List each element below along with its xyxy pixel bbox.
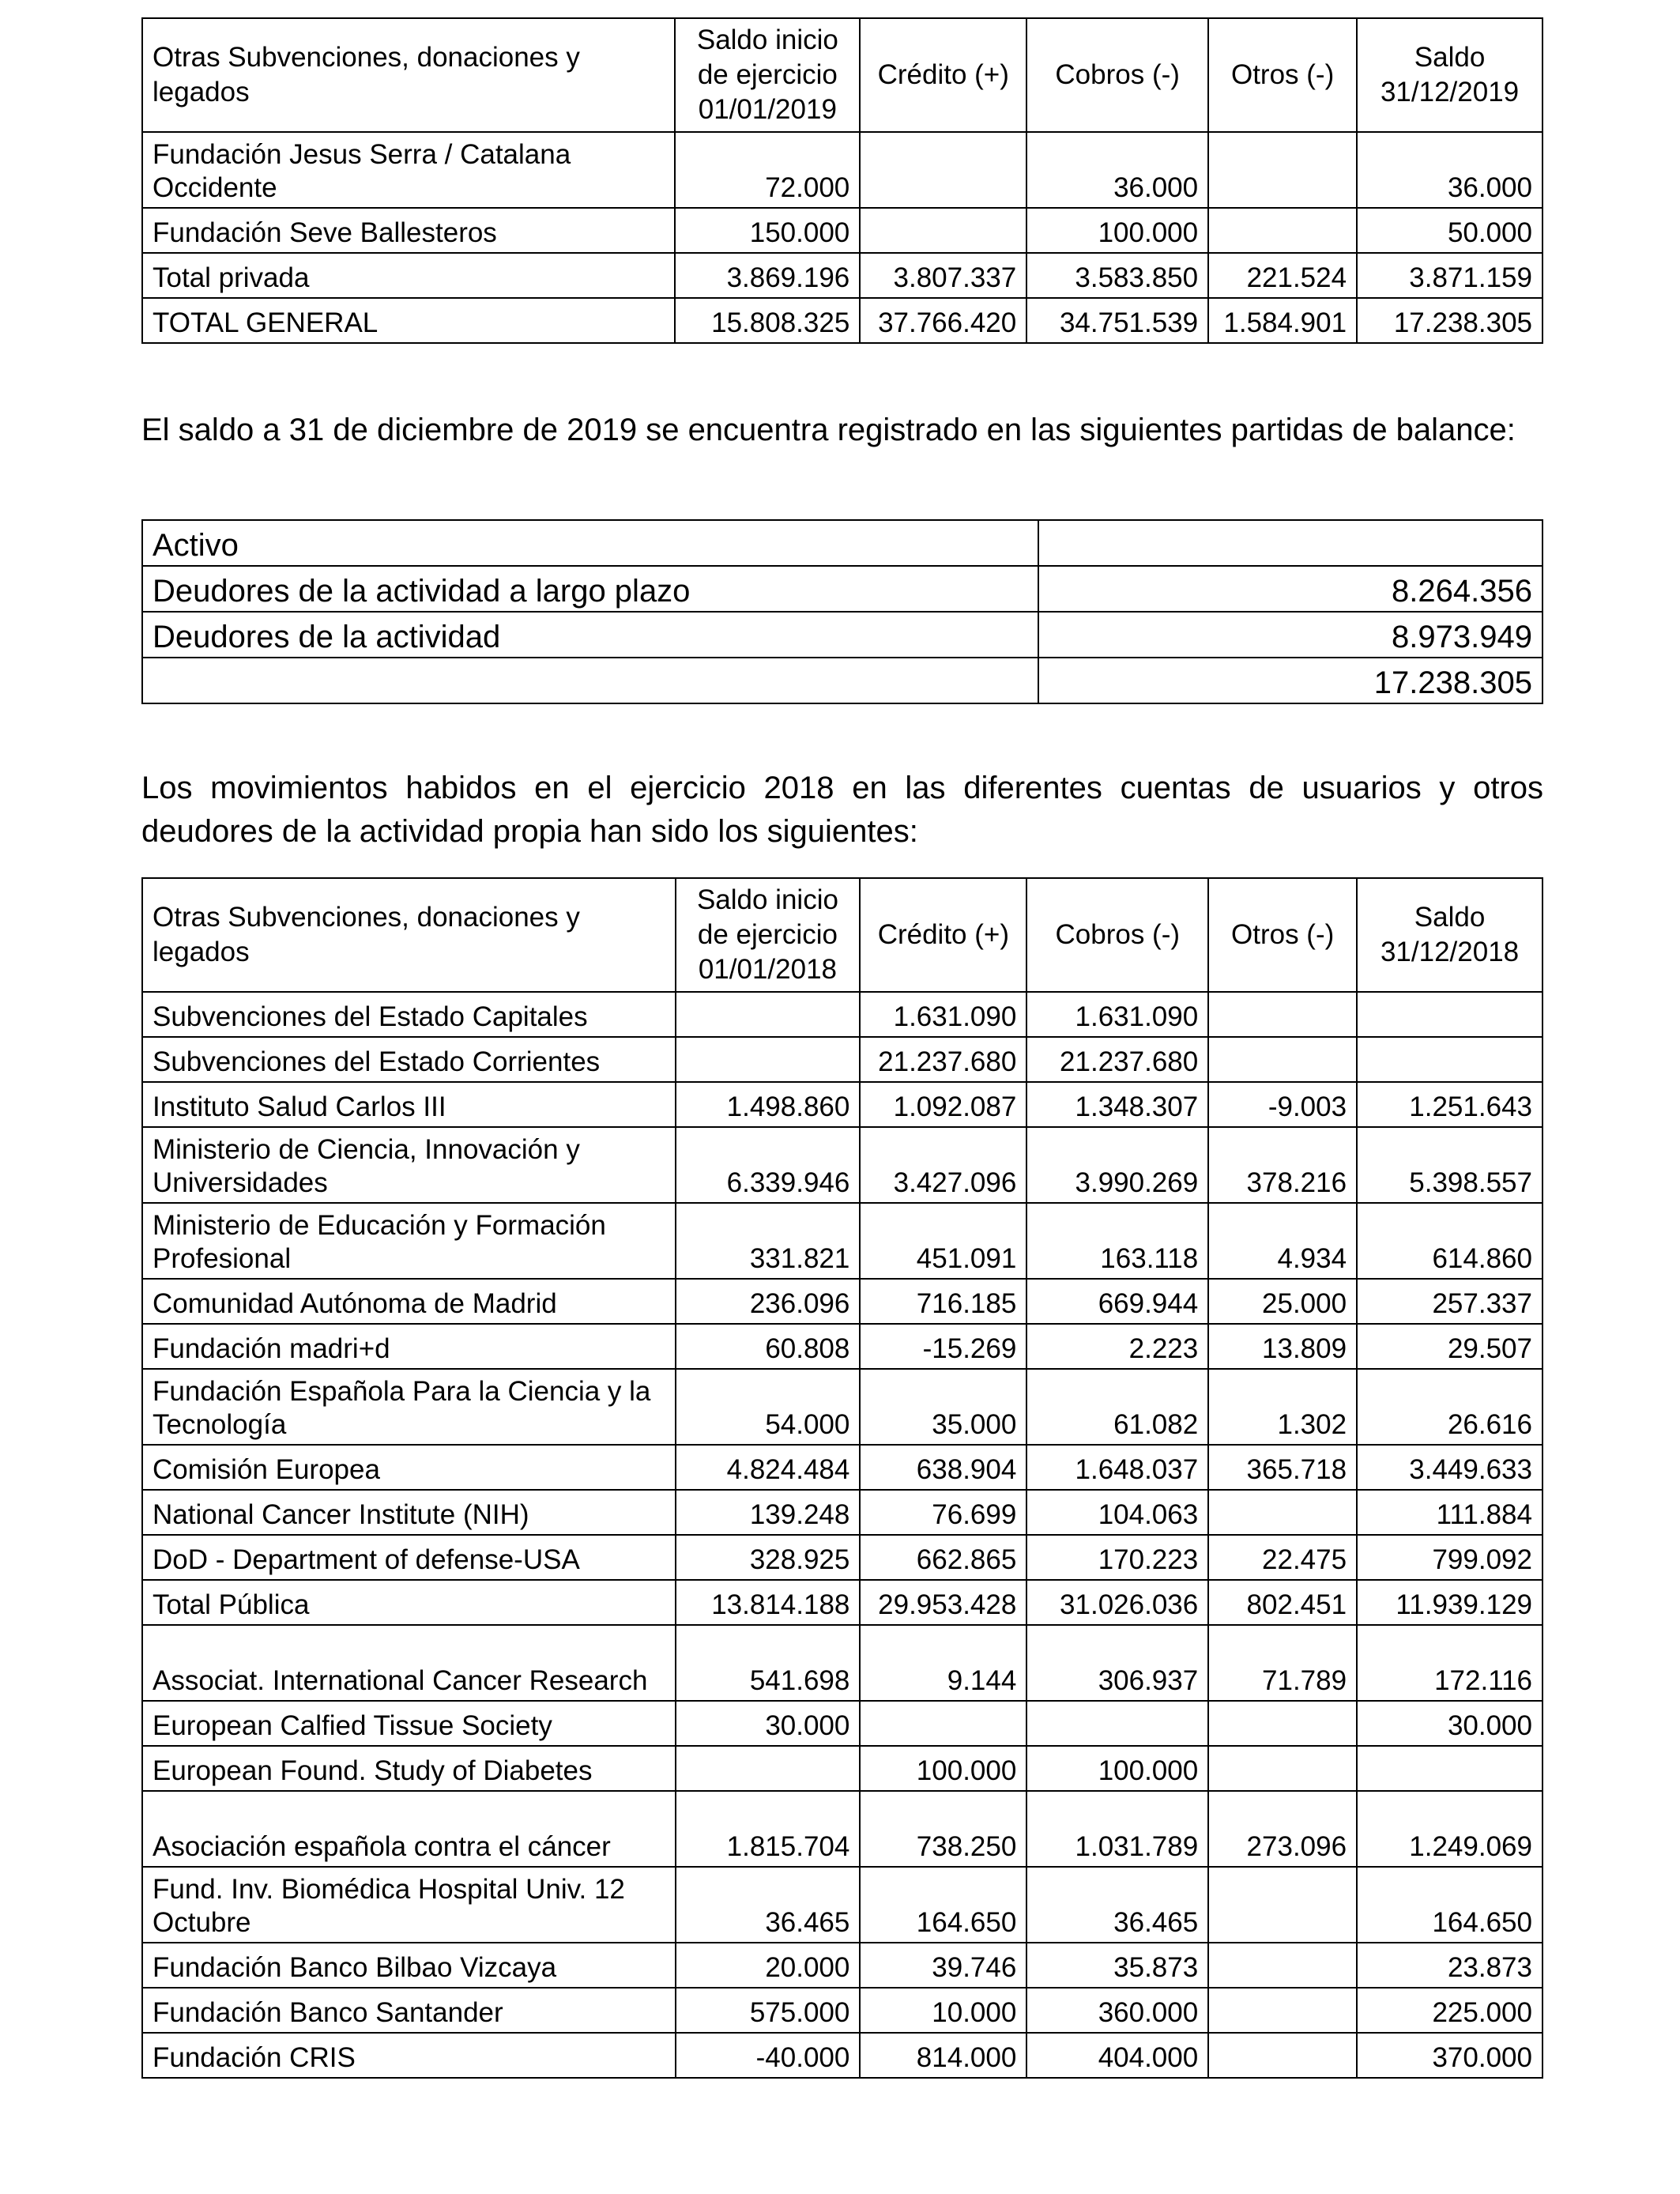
total-row bbox=[142, 298, 1543, 343]
table-cell: 3.427.096 bbox=[860, 1127, 1026, 1203]
table-cell: 541.698 bbox=[676, 1625, 861, 1701]
table-cell: 50.000 bbox=[1357, 208, 1543, 253]
table-row bbox=[142, 132, 1543, 208]
table-cell: 72.000 bbox=[675, 132, 860, 208]
table-cell: 1.302 bbox=[1208, 1369, 1357, 1445]
table-cell: 1.815.704 bbox=[676, 1791, 861, 1867]
table-cell: 30.000 bbox=[1357, 1701, 1543, 1746]
table-cell: 37.766.420 bbox=[860, 298, 1026, 343]
table-cell: Comunidad Autónoma de Madrid bbox=[142, 1279, 676, 1324]
table-cell: TOTAL GENERAL bbox=[142, 298, 675, 343]
table-cell: 150.000 bbox=[675, 208, 860, 253]
table-row bbox=[142, 1203, 1543, 1279]
table-cell: 6.339.946 bbox=[676, 1127, 861, 1203]
column-header: Crédito (+) bbox=[860, 18, 1026, 132]
table-row bbox=[142, 1490, 1543, 1535]
table-row bbox=[142, 1625, 1543, 1701]
table-cell: European Calfied Tissue Society bbox=[142, 1701, 676, 1746]
table-cell: 365.718 bbox=[1208, 1445, 1357, 1490]
table-row bbox=[142, 566, 1543, 612]
balance-table bbox=[141, 519, 1543, 704]
table-row bbox=[142, 1127, 1543, 1203]
table-cell: 3.583.850 bbox=[1026, 253, 1208, 298]
table-cell bbox=[1208, 1988, 1357, 2033]
column-header: Saldo inicio de ejercicio 01/01/2018 bbox=[676, 878, 861, 992]
table-cell: 31.026.036 bbox=[1026, 1580, 1208, 1625]
table-cell: 30.000 bbox=[676, 1701, 861, 1746]
table-cell bbox=[1208, 1490, 1357, 1535]
table-cell: 257.337 bbox=[1357, 1279, 1543, 1324]
column-header: Saldo 31/12/2018 bbox=[1357, 878, 1543, 992]
table-cell: 164.650 bbox=[1357, 1867, 1543, 1943]
table-cell: 3.807.337 bbox=[860, 253, 1026, 298]
table-cell: Activo bbox=[142, 520, 1038, 566]
table-cell: 5.398.557 bbox=[1357, 1127, 1543, 1203]
table-cell: Deudores de la actividad a largo plazo bbox=[142, 566, 1038, 612]
table-cell: 1.031.789 bbox=[1026, 1791, 1208, 1867]
table-cell bbox=[1208, 208, 1357, 253]
table-row bbox=[142, 612, 1543, 658]
table-cell: 575.000 bbox=[676, 1988, 861, 2033]
table-cell bbox=[1357, 992, 1543, 1037]
table-cell: 3.990.269 bbox=[1026, 1127, 1208, 1203]
table-cell: Fundación Española Para la Ciencia y la Tecnología bbox=[142, 1369, 676, 1445]
table-cell: Fundación Banco Bilbao Vizcaya bbox=[142, 1943, 676, 1988]
subvenciones-2019-table bbox=[141, 17, 1543, 344]
table-cell: 34.751.539 bbox=[1026, 298, 1208, 343]
table-cell: 21.237.680 bbox=[1026, 1037, 1208, 1082]
table-cell: 451.091 bbox=[860, 1203, 1026, 1279]
table-cell: 35.873 bbox=[1026, 1943, 1208, 1988]
table-row bbox=[142, 1988, 1543, 2033]
table-cell: 76.699 bbox=[860, 1490, 1026, 1535]
table-header-row bbox=[142, 878, 1543, 992]
table-cell bbox=[1038, 520, 1543, 566]
table-cell: 29.953.428 bbox=[860, 1580, 1026, 1625]
table-cell: Fundación CRIS bbox=[142, 2033, 676, 2078]
table-cell bbox=[860, 132, 1026, 208]
table-cell: Fund. Inv. Biomédica Hospital Univ. 12 Octubre bbox=[142, 1867, 676, 1943]
table-row bbox=[142, 1324, 1543, 1369]
table-cell: 306.937 bbox=[1026, 1625, 1208, 1701]
table-cell: 170.223 bbox=[1026, 1535, 1208, 1580]
table-cell bbox=[1208, 1867, 1357, 1943]
table-cell: 225.000 bbox=[1357, 1988, 1543, 2033]
table-row bbox=[142, 1701, 1543, 1746]
table-cell: 39.746 bbox=[860, 1943, 1026, 1988]
table-cell: 54.000 bbox=[676, 1369, 861, 1445]
table-cell: 1.648.037 bbox=[1026, 1445, 1208, 1490]
table-cell: 9.144 bbox=[860, 1625, 1026, 1701]
column-header: Saldo inicio de ejercicio 01/01/2019 bbox=[675, 18, 860, 132]
table-cell: -9.003 bbox=[1208, 1082, 1357, 1127]
table-cell: 3.869.196 bbox=[675, 253, 860, 298]
table-cell: 8.973.949 bbox=[1038, 612, 1543, 658]
table-cell: 13.809 bbox=[1208, 1324, 1357, 1369]
table-cell: 1.092.087 bbox=[860, 1082, 1026, 1127]
table-cell: 36.000 bbox=[1357, 132, 1543, 208]
table-row bbox=[142, 992, 1543, 1037]
table-cell: 814.000 bbox=[860, 2033, 1026, 2078]
table-cell: 17.238.305 bbox=[1357, 298, 1543, 343]
table-cell bbox=[860, 1701, 1026, 1746]
table-cell: 3.449.633 bbox=[1357, 1445, 1543, 1490]
table-cell: -15.269 bbox=[860, 1324, 1026, 1369]
table-cell: 1.251.643 bbox=[1357, 1082, 1543, 1127]
column-header: Cobros (-) bbox=[1026, 878, 1208, 992]
table-cell: 163.118 bbox=[1026, 1203, 1208, 1279]
table-cell: Total Pública bbox=[142, 1580, 676, 1625]
table-cell: 71.789 bbox=[1208, 1625, 1357, 1701]
table-cell: 221.524 bbox=[1208, 253, 1357, 298]
table-cell bbox=[676, 1037, 861, 1082]
table-cell: 331.821 bbox=[676, 1203, 861, 1279]
column-header: Otros (-) bbox=[1208, 878, 1357, 992]
table-cell: 328.925 bbox=[676, 1535, 861, 1580]
table-cell: 22.475 bbox=[1208, 1535, 1357, 1580]
subvenciones-2018-table bbox=[141, 877, 1543, 2079]
table-cell: Ministerio de Educación y Formación Profesional bbox=[142, 1203, 676, 1279]
column-header: Otras Subvenciones, donaciones y legados bbox=[142, 18, 675, 132]
table-cell: 716.185 bbox=[860, 1279, 1026, 1324]
table-cell: 25.000 bbox=[1208, 1279, 1357, 1324]
column-header: Crédito (+) bbox=[860, 878, 1026, 992]
table-cell: 738.250 bbox=[860, 1791, 1026, 1867]
movements-2018-paragraph: Los movimientos habidos en el ejercicio 2018 en las diferentes cuentas de usuarios y otros deudores de la actividad propia han sido los siguientes: bbox=[141, 771, 1543, 849]
table-cell: 104.063 bbox=[1026, 1490, 1208, 1535]
table-cell: 1.631.090 bbox=[860, 992, 1026, 1037]
column-header: Cobros (-) bbox=[1026, 18, 1208, 132]
table-row bbox=[142, 208, 1543, 253]
table-cell: 1.631.090 bbox=[1026, 992, 1208, 1037]
table-cell: 1.584.901 bbox=[1208, 298, 1357, 343]
table-cell: 360.000 bbox=[1026, 1988, 1208, 2033]
table-cell: 15.808.325 bbox=[675, 298, 860, 343]
table-cell bbox=[1208, 1943, 1357, 1988]
table-cell: Instituto Salud Carlos III bbox=[142, 1082, 676, 1127]
table-cell: 638.904 bbox=[860, 1445, 1026, 1490]
balance-intro-paragraph: El saldo a 31 de diciembre de 2019 se encuentra registrado en las siguientes partidas de balance: bbox=[141, 413, 1516, 447]
table-cell: 662.865 bbox=[860, 1535, 1026, 1580]
table-cell: Subvenciones del Estado Capitales bbox=[142, 992, 676, 1037]
table-cell: Total privada bbox=[142, 253, 675, 298]
table-cell bbox=[860, 208, 1026, 253]
table-cell: 236.096 bbox=[676, 1279, 861, 1324]
table-cell bbox=[142, 658, 1038, 703]
table-cell bbox=[1208, 1701, 1357, 1746]
table-cell: 36.000 bbox=[1026, 132, 1208, 208]
table-cell: 100.000 bbox=[860, 1746, 1026, 1791]
table-row bbox=[142, 1746, 1543, 1791]
table-row bbox=[142, 2033, 1543, 2078]
table-row bbox=[142, 1867, 1543, 1943]
table-row bbox=[142, 1943, 1543, 1988]
table-cell: 4.824.484 bbox=[676, 1445, 861, 1490]
table-cell: 13.814.188 bbox=[676, 1580, 861, 1625]
table-cell bbox=[1208, 2033, 1357, 2078]
table-cell: 164.650 bbox=[860, 1867, 1026, 1943]
table-cell: 26.616 bbox=[1357, 1369, 1543, 1445]
table-cell: 614.860 bbox=[1357, 1203, 1543, 1279]
table-row bbox=[142, 1082, 1543, 1127]
table-cell: DoD - Department of defense-USA bbox=[142, 1535, 676, 1580]
table-cell: 20.000 bbox=[676, 1943, 861, 1988]
column-header: Otras Subvenciones, donaciones y legados bbox=[142, 878, 676, 992]
table-cell: 273.096 bbox=[1208, 1791, 1357, 1867]
table-row bbox=[142, 1369, 1543, 1445]
table-cell bbox=[676, 1746, 861, 1791]
table-cell: Fundación madri+d bbox=[142, 1324, 676, 1369]
table-cell: 111.884 bbox=[1357, 1490, 1543, 1535]
table-cell: 21.237.680 bbox=[860, 1037, 1026, 1082]
table-cell: Deudores de la actividad bbox=[142, 612, 1038, 658]
table-cell bbox=[1208, 992, 1357, 1037]
column-header: Otros (-) bbox=[1208, 18, 1357, 132]
table-cell: 36.465 bbox=[676, 1867, 861, 1943]
table-cell: 1.348.307 bbox=[1026, 1082, 1208, 1127]
table-cell: Asociación española contra el cáncer bbox=[142, 1791, 676, 1867]
table-cell: 799.092 bbox=[1357, 1535, 1543, 1580]
table-header-row bbox=[142, 18, 1543, 132]
table-cell: -40.000 bbox=[676, 2033, 861, 2078]
table-cell: 23.873 bbox=[1357, 1943, 1543, 1988]
table-cell bbox=[1208, 132, 1357, 208]
table-cell: 404.000 bbox=[1026, 2033, 1208, 2078]
table-row bbox=[142, 520, 1543, 566]
table-cell: Ministerio de Ciencia, Innovación y Universidades bbox=[142, 1127, 676, 1203]
table-row bbox=[142, 1535, 1543, 1580]
table-cell: 35.000 bbox=[860, 1369, 1026, 1445]
table-cell: 669.944 bbox=[1026, 1279, 1208, 1324]
table-cell: 139.248 bbox=[676, 1490, 861, 1535]
table-cell: 172.116 bbox=[1357, 1625, 1543, 1701]
table-cell: European Found. Study of Diabetes bbox=[142, 1746, 676, 1791]
table-cell: 17.238.305 bbox=[1038, 658, 1543, 703]
table-cell bbox=[1026, 1701, 1208, 1746]
table-cell: 370.000 bbox=[1357, 2033, 1543, 2078]
table-cell: 3.871.159 bbox=[1357, 253, 1543, 298]
table-row bbox=[142, 1037, 1543, 1082]
table-cell bbox=[1357, 1037, 1543, 1082]
table-cell: 100.000 bbox=[1026, 208, 1208, 253]
table-cell: Fundación Jesus Serra / Catalana Occidente bbox=[142, 132, 675, 208]
total-row bbox=[142, 253, 1543, 298]
table-cell: 60.808 bbox=[676, 1324, 861, 1369]
table-cell: 61.082 bbox=[1026, 1369, 1208, 1445]
table-cell: 10.000 bbox=[860, 1988, 1026, 2033]
table-cell: 4.934 bbox=[1208, 1203, 1357, 1279]
table-row bbox=[142, 1445, 1543, 1490]
table-cell: Associat. International Cancer Research bbox=[142, 1625, 676, 1701]
table-cell: 29.507 bbox=[1357, 1324, 1543, 1369]
table-cell bbox=[1208, 1037, 1357, 1082]
table-cell: Comisión Europea bbox=[142, 1445, 676, 1490]
table-cell bbox=[1208, 1746, 1357, 1791]
table-cell: Fundación Banco Santander bbox=[142, 1988, 676, 2033]
table-cell: 36.465 bbox=[1026, 1867, 1208, 1943]
table-cell: 100.000 bbox=[1026, 1746, 1208, 1791]
table-cell: National Cancer Institute (NIH) bbox=[142, 1490, 676, 1535]
table-row bbox=[142, 1279, 1543, 1324]
column-header: Saldo 31/12/2019 bbox=[1357, 18, 1543, 132]
table-cell bbox=[1357, 1746, 1543, 1791]
table-cell: Subvenciones del Estado Corrientes bbox=[142, 1037, 676, 1082]
table-cell: 1.498.860 bbox=[676, 1082, 861, 1127]
total-row bbox=[142, 658, 1543, 703]
table-cell: 11.939.129 bbox=[1357, 1580, 1543, 1625]
table-cell: Fundación Seve Ballesteros bbox=[142, 208, 675, 253]
total-row bbox=[142, 1580, 1543, 1625]
table-cell: 8.264.356 bbox=[1038, 566, 1543, 612]
table-row bbox=[142, 1791, 1543, 1867]
table-cell: 1.249.069 bbox=[1357, 1791, 1543, 1867]
table-cell: 802.451 bbox=[1208, 1580, 1357, 1625]
table-cell bbox=[676, 992, 861, 1037]
table-cell: 378.216 bbox=[1208, 1127, 1357, 1203]
table-cell: 2.223 bbox=[1026, 1324, 1208, 1369]
